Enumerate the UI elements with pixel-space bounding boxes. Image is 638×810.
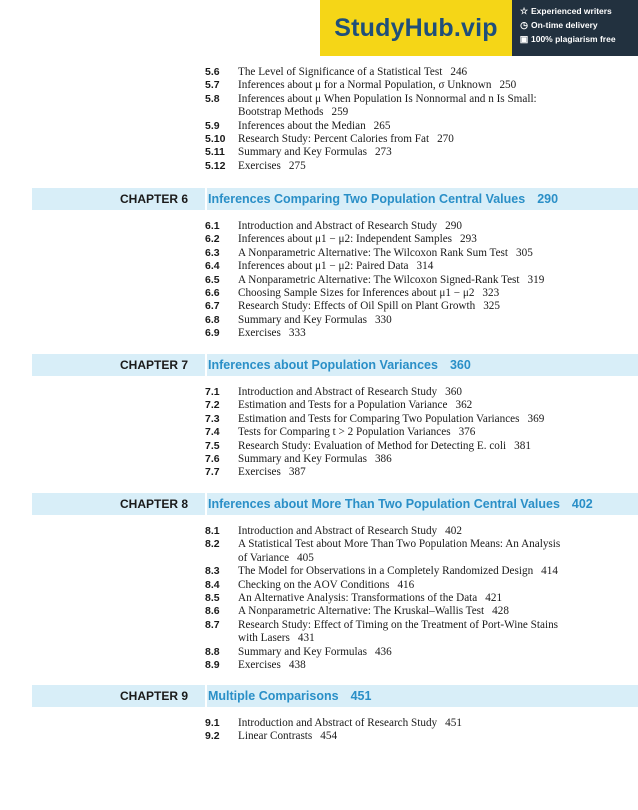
section-number: 7.1: [205, 386, 220, 398]
toc-entry[interactable]: [205, 453, 605, 466]
section-number: 5.9: [205, 119, 220, 132]
section-number: 6.7: [205, 300, 220, 313]
section-title: Introduction and Abstract of Research Study: [238, 717, 438, 729]
section-number: 8.7: [205, 618, 220, 631]
section-title: Introduction and Abstract of Research Study: [238, 525, 438, 537]
feature-text: On-time delivery: [531, 20, 598, 30]
page-number: 259: [331, 106, 349, 119]
chapter-header[interactable]: [32, 188, 638, 210]
chapter-page: 360: [449, 358, 471, 372]
section-title: The Model for Observations in a Completely Randomized Design: [238, 565, 534, 578]
section-title: Summary and Key Formulas: [238, 453, 367, 466]
toc-entry[interactable]: [205, 120, 605, 133]
divider: [205, 354, 207, 376]
section-title: Exercises: [238, 327, 281, 340]
page-number: 323: [482, 287, 500, 300]
section-title: Tests for Comparing t > 2 Population Variances: [238, 426, 451, 439]
toc-entry[interactable]: [205, 440, 605, 453]
page-number: 362: [455, 399, 473, 412]
divider: [205, 493, 207, 515]
page-number: 369: [527, 412, 545, 425]
section-title: Exercises: [238, 659, 281, 672]
section-number: 8.2: [205, 538, 220, 551]
feature-item: [519, 4, 637, 18]
page-number: 438: [288, 659, 306, 672]
section-number: 5.10: [205, 133, 226, 146]
section-number: 8.1: [205, 525, 220, 537]
section-number: 5.6: [205, 66, 220, 78]
section-number: 9.2: [205, 730, 220, 743]
page-number: 376: [458, 426, 476, 439]
toc-list-ch7: [205, 386, 605, 480]
section-title: Inferences about the Median: [238, 119, 366, 132]
toc-entry[interactable]: [205, 646, 605, 659]
page-number: 305: [516, 246, 533, 259]
toc-entry[interactable]: [205, 386, 605, 399]
page-number: 314: [416, 260, 434, 273]
toc-list-ch5: [205, 66, 605, 173]
section-title: A Nonparametric Alternative: The Wilcoxon Signed-Rank Test: [238, 273, 520, 286]
toc-entry[interactable]: [205, 592, 605, 605]
section-title: Choosing Sample Sizes for Inferences about μ1 − μ2: [238, 287, 475, 300]
section-title: Research Study: Effects of Oil Spill on Plant Growth: [238, 300, 476, 313]
page-number: 381: [514, 439, 531, 452]
toc-entry[interactable]: [205, 327, 605, 340]
chapter-page: 451: [350, 689, 372, 703]
section-title: Introduction and Abstract of Research Study: [238, 220, 438, 232]
section-title: The Level of Significance of a Statistical Test: [238, 66, 443, 78]
section-number: 8.4: [205, 578, 220, 591]
divider: [205, 685, 207, 707]
toc-entry[interactable]: [205, 619, 605, 646]
page-number: 451: [445, 717, 462, 729]
chapter-title: Inferences about Population Variances: [208, 358, 438, 372]
section-number: 7.6: [205, 453, 220, 466]
section-number: 6.6: [205, 287, 220, 300]
section-number: 6.2: [205, 233, 220, 246]
section-title: A Nonparametric Alternative: The Kruskal–Wallis Test: [238, 605, 485, 618]
toc-entry[interactable]: [205, 247, 605, 260]
section-number: 6.8: [205, 313, 220, 326]
toc-list-ch6: [205, 220, 605, 341]
section-title: Estimation and Tests for Comparing Two Population Variances: [238, 412, 520, 425]
toc-entry[interactable]: [205, 579, 605, 592]
section-title: Estimation and Tests for a Population Variance: [238, 399, 448, 412]
toc-entry[interactable]: [205, 525, 605, 538]
section-title: A Statistical Test about More Than Two Population Means: An Analysis of Variance: [238, 538, 561, 564]
chapter-header[interactable]: [32, 354, 638, 376]
section-number: 7.4: [205, 426, 220, 439]
toc-entry[interactable]: [205, 426, 605, 439]
chapter-page: 290: [537, 192, 559, 206]
section-title: Inferences about μ When Population Is Nonnormal and n Is Small: Bootstrap Methods: [238, 92, 537, 119]
page-number: 454: [320, 730, 338, 743]
toc-entry[interactable]: [205, 79, 605, 92]
section-title: Introduction and Abstract of Research Study: [238, 386, 438, 398]
chapter-label: CHAPTER 7: [120, 358, 189, 372]
page-number: 414: [541, 565, 558, 578]
page-number: 387: [288, 466, 306, 479]
page-number: 273: [374, 146, 392, 159]
toc-entry[interactable]: [205, 605, 605, 618]
section-title: A Nonparametric Alternative: The Wilcoxon Rank Sum Test: [238, 246, 509, 259]
page-number: 431: [297, 632, 315, 645]
section-number: 7.7: [205, 466, 220, 479]
section-number: 8.6: [205, 605, 220, 618]
chapter-label: CHAPTER 6: [120, 192, 189, 206]
section-number: 6.4: [205, 260, 220, 273]
section-number: 6.1: [205, 220, 220, 232]
toc-entry[interactable]: [205, 730, 605, 743]
toc-entry[interactable]: [205, 717, 605, 730]
section-number: 7.3: [205, 412, 220, 425]
page-number: 405: [297, 551, 314, 564]
toc-entry[interactable]: [205, 93, 605, 120]
toc-entry[interactable]: [205, 565, 605, 578]
clock-icon: ◷: [520, 20, 528, 30]
page-number: 319: [527, 273, 545, 286]
studyhub-logo[interactable]: StudyHub.vip: [320, 0, 512, 56]
chapter-header[interactable]: [32, 685, 638, 707]
toc-entry[interactable]: [205, 274, 605, 287]
section-number: 5.12: [205, 159, 226, 172]
section-number: 5.11: [205, 146, 225, 159]
chapter-title: Inferences about More Than Two Population Central Values: [208, 497, 560, 511]
section-title: Checking on the AOV Conditions: [238, 578, 390, 591]
page-number: 265: [373, 119, 391, 132]
chapter-label: CHAPTER 8: [120, 497, 189, 511]
page-number: 330: [374, 313, 392, 326]
feature-item: [519, 18, 637, 32]
toc-entry[interactable]: [205, 146, 605, 159]
page-number: 275: [288, 159, 306, 172]
section-number: 7.5: [205, 439, 220, 452]
section-title: Research Study: Evaluation of Method for Detecting E. coli: [238, 439, 507, 452]
page-number: 421: [485, 592, 503, 605]
feature-text: Experienced writers: [531, 6, 612, 16]
toc-entry[interactable]: [205, 659, 605, 672]
section-number: 8.5: [205, 592, 220, 605]
toc-entry[interactable]: [205, 300, 605, 313]
section-number: 8.8: [205, 645, 220, 658]
page-number: 270: [437, 133, 454, 146]
section-title: Research Study: Percent Calories from Fat: [238, 133, 430, 146]
section-title: Inferences about μ1 − μ2: Paired Data: [238, 260, 409, 273]
chapter-title: Multiple Comparisons: [208, 689, 339, 703]
section-title: Linear Contrasts: [238, 730, 313, 743]
banner-features: [519, 4, 637, 46]
page-number: 436: [374, 645, 392, 658]
page-number: 428: [492, 605, 509, 618]
chapter-page: 402: [571, 497, 593, 511]
toc-entry[interactable]: [205, 66, 605, 79]
star-icon: ☆: [519, 6, 529, 16]
page-number: 360: [445, 386, 462, 398]
toc-entry[interactable]: [205, 314, 605, 327]
studyhub-banner[interactable]: [320, 0, 638, 56]
chapter-title: Inferences Comparing Two Population Central Values: [208, 192, 526, 206]
section-title: Inferences about μ for a Normal Population, σ Unknown: [238, 79, 492, 92]
section-title: Inferences about μ1 − μ2: Independent Samples: [238, 233, 453, 246]
chapter-header[interactable]: [32, 493, 638, 515]
toc-entry[interactable]: [205, 233, 605, 246]
page-number: 325: [483, 300, 500, 313]
chapter-label: CHAPTER 9: [120, 689, 189, 703]
section-number: 8.9: [205, 659, 220, 672]
page-number: 290: [445, 220, 462, 232]
toc-entry[interactable]: [205, 287, 605, 300]
page-number: 246: [450, 66, 468, 78]
section-number: 5.8: [205, 92, 220, 105]
toc-entry[interactable]: [205, 220, 605, 233]
page-number: 402: [445, 525, 462, 537]
section-number: 5.7: [205, 79, 220, 92]
toc-entry[interactable]: [205, 538, 605, 565]
section-title: Summary and Key Formulas: [238, 313, 367, 326]
section-number: 6.3: [205, 246, 220, 259]
toc-entry[interactable]: [205, 413, 605, 426]
toc-entry[interactable]: [205, 260, 605, 273]
page-number: 293: [460, 233, 477, 246]
section-number: 6.5: [205, 273, 220, 286]
toc-entry[interactable]: [205, 160, 605, 173]
section-title: Research Study: Effect of Timing on the Treatment of Port-Wine Stains with Lasers: [238, 618, 559, 645]
toc-entry[interactable]: [205, 466, 605, 479]
page-number: 333: [288, 327, 306, 340]
page-number: 250: [499, 79, 517, 92]
section-title: Exercises: [238, 466, 281, 479]
page-number: 386: [374, 453, 392, 466]
section-number: 8.3: [205, 565, 220, 578]
section-number: 9.1: [205, 717, 220, 729]
page-number: 416: [397, 578, 415, 591]
section-number: 6.9: [205, 327, 220, 340]
feature-item: [519, 32, 637, 46]
section-number: 7.2: [205, 399, 220, 412]
section-title: Summary and Key Formulas: [238, 645, 367, 658]
toc-entry[interactable]: [205, 133, 605, 146]
toc-entry[interactable]: [205, 399, 605, 412]
section-title: Summary and Key Formulas: [238, 146, 367, 159]
section-title: Exercises: [238, 159, 281, 172]
toc-list-ch8: [205, 525, 605, 672]
toc-list-ch9: [205, 717, 605, 744]
document-icon: ▣: [519, 34, 529, 44]
section-title: An Alternative Analysis: Transformations of the Data: [238, 592, 478, 605]
divider: [205, 188, 207, 210]
feature-text: 100% plagiarism free: [531, 34, 616, 44]
